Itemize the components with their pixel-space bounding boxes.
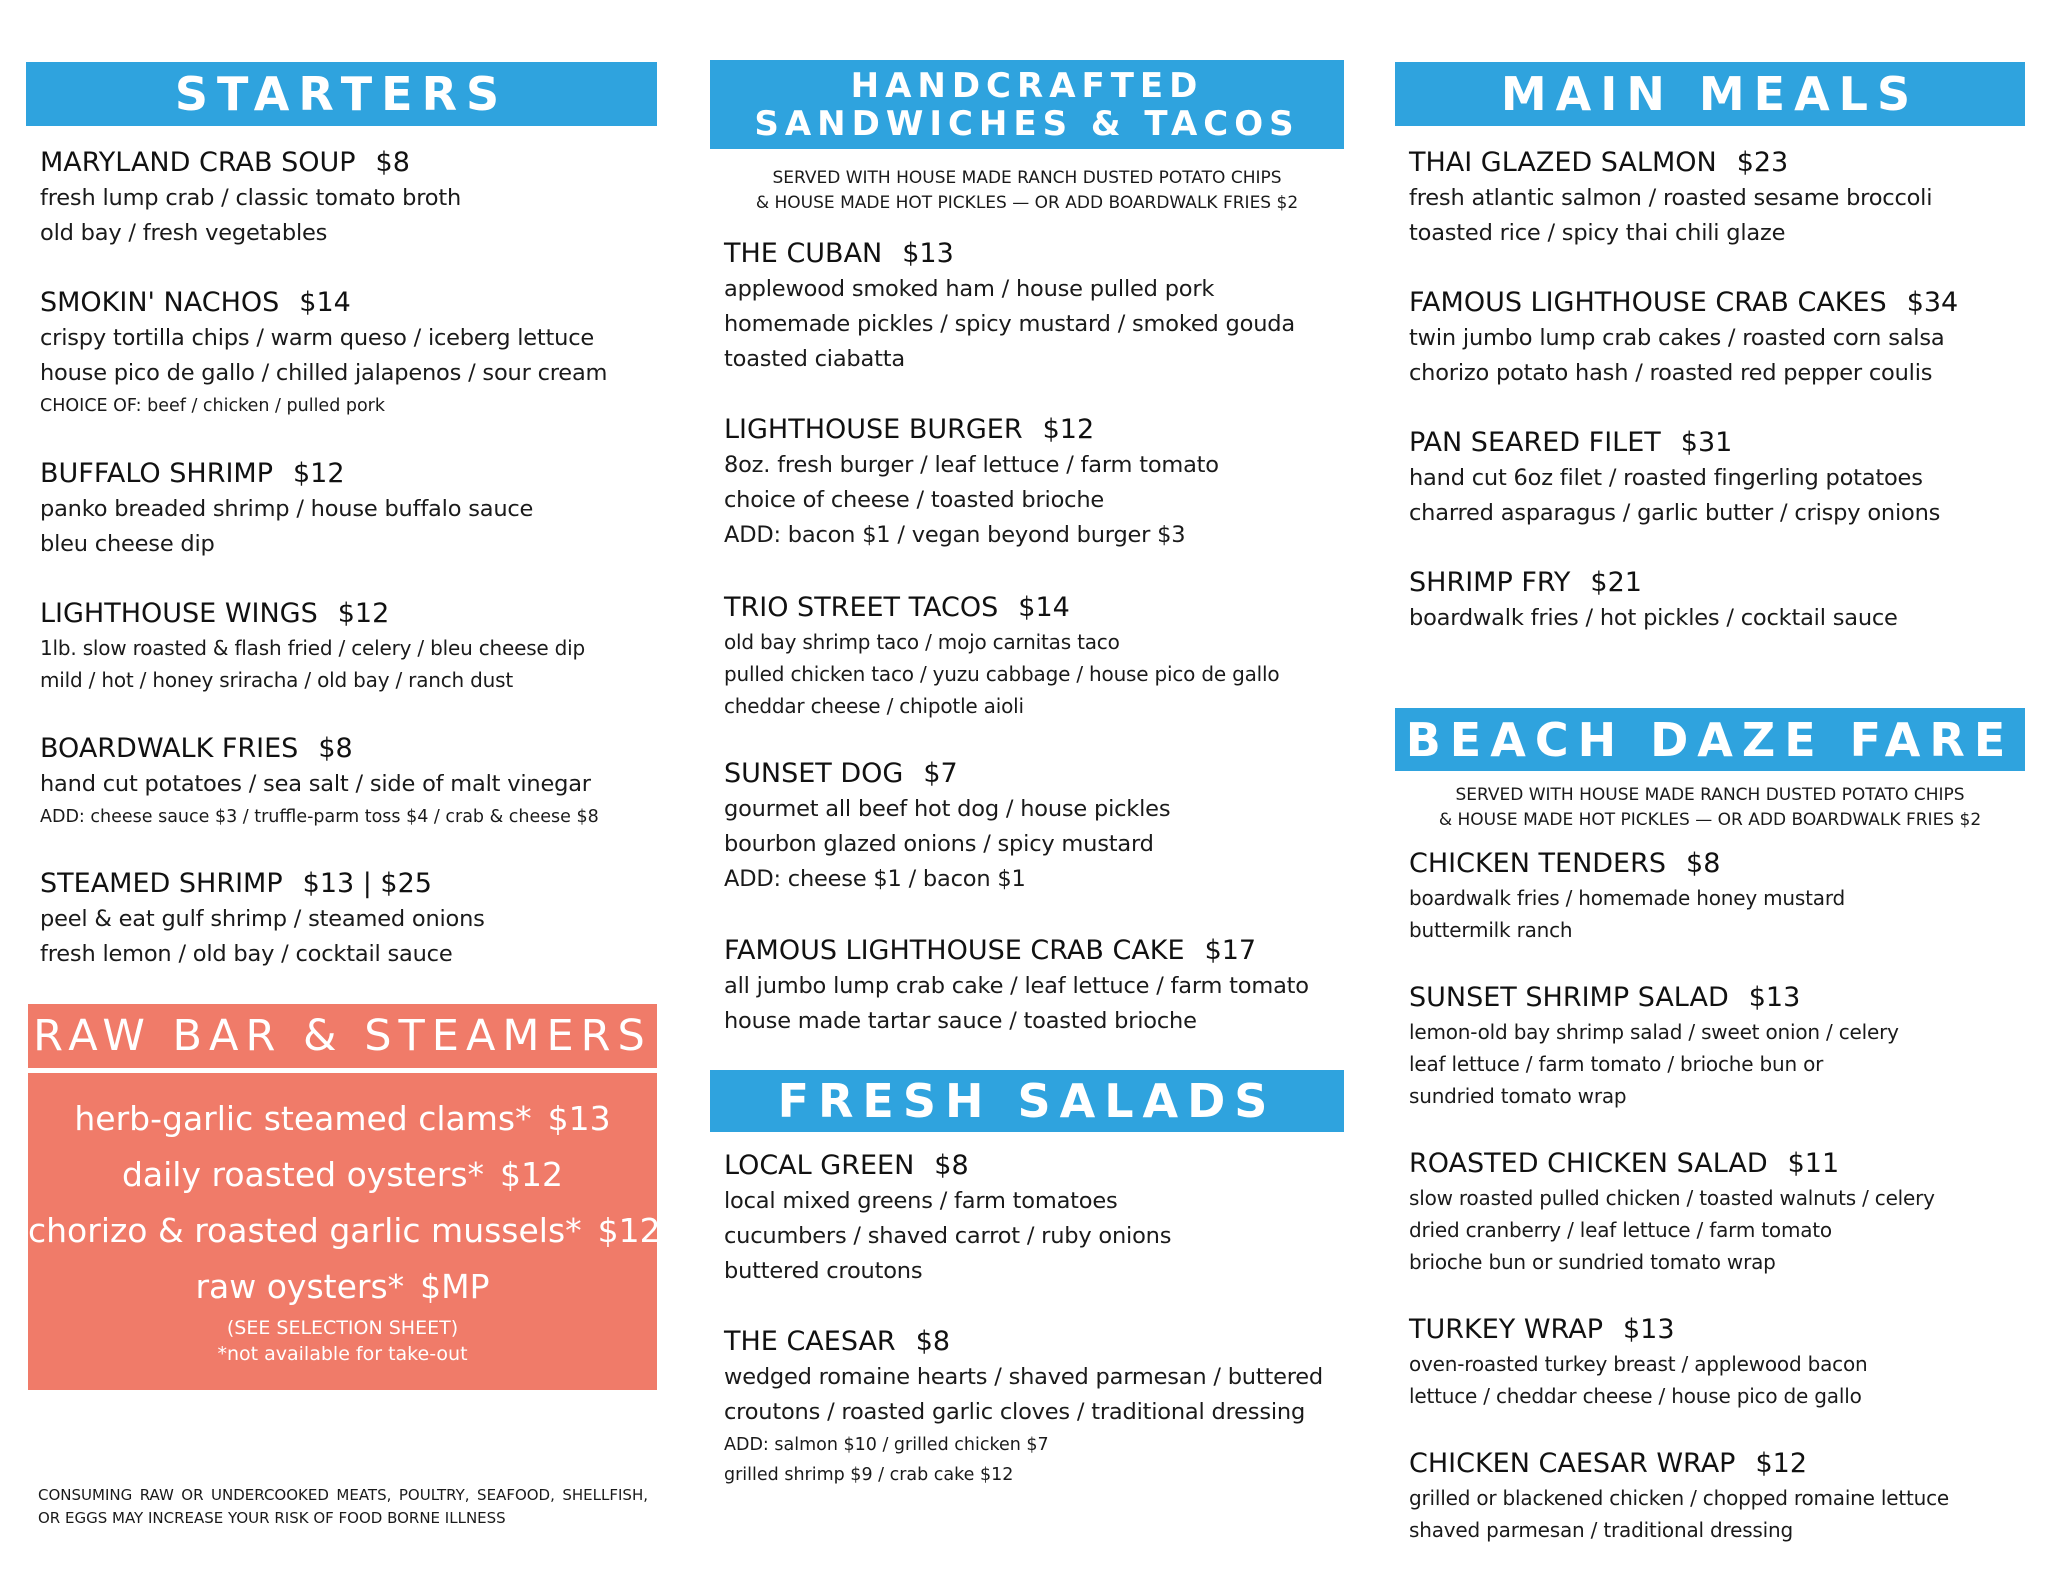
item-description: ADD: cheese $1 / bacon $1 [724, 866, 1026, 892]
item-description: bourbon glazed onions / spicy mustard [724, 831, 1154, 857]
item-name: SUNSET SHRIMP SALAD [1409, 982, 1729, 1013]
item-description: dried cranberry / leaf lettuce / farm tomato [1409, 1218, 1832, 1242]
item-name: THE CUBAN [724, 238, 883, 269]
beach-daze-note [1395, 783, 2025, 833]
item-name: THE CAESAR [724, 1326, 896, 1357]
item-name: BOARDWALK FRIES [40, 733, 299, 764]
item-price: $12 [293, 458, 345, 489]
menu-item [40, 456, 653, 562]
item-description: hand cut potatoes / sea salt / side of malt vinegar [40, 771, 591, 797]
menu-item [1409, 145, 2021, 251]
item-name: FAMOUS LIGHTHOUSE CRAB CAKES [1409, 287, 1887, 318]
item-price: $13 [547, 1099, 611, 1138]
item-description: buttermilk ranch [1409, 918, 1573, 942]
raw-bar-box [28, 1004, 661, 1390]
item-addons: ADD: salmon $10 / grilled chicken $7 [724, 1435, 1049, 1455]
item-description: old bay / fresh vegetables [40, 220, 328, 246]
raw-bar-title: RAW BAR & STEAMERS [28, 1004, 657, 1073]
item-description: applewood smoked ham / house pulled pork [724, 276, 1215, 302]
item-price: $12 [337, 598, 390, 629]
item-price: $17 [1204, 935, 1257, 966]
item-name: FAMOUS LIGHTHOUSE CRAB CAKE [724, 935, 1185, 966]
item-description: lettuce / cheddar cheese / house pico de gallo [1409, 1384, 1862, 1408]
raw-bar-item [28, 1203, 661, 1259]
item-description: gourmet all beef hot dog / house pickles [724, 796, 1171, 822]
menu-item [40, 285, 653, 421]
menu-item [724, 236, 1340, 377]
item-addons: ADD: cheese sauce $3 / truffle-parm toss $4 / crab & cheese $8 [40, 807, 599, 827]
menu-item [40, 145, 653, 251]
item-price: $34 [1906, 287, 1959, 318]
item-description: house made tartar sauce / toasted brioche [724, 1008, 1197, 1034]
menu-item [1409, 285, 2021, 391]
item-description: boardwalk fries / homemade honey mustard [1409, 886, 1845, 910]
item-name: CHICKEN CAESAR WRAP [1409, 1448, 1736, 1479]
item-description: shaved parmesan / traditional dressing [1409, 1518, 1793, 1542]
item-price: $12 [1755, 1448, 1808, 1479]
item-description: mild / hot / honey sriracha / old bay / ranch dust [40, 668, 513, 692]
item-price: $12 [500, 1155, 564, 1194]
item-price: $14 [299, 287, 351, 318]
food-safety-disclaimer: CONSUMING RAW OR UNDERCOOKED MEATS, POULTRY, SEAFOOD, SHELLFISH, OR EGGS MAY INCREASE YOUR RISK OF FOOD BORNE ILLNESS [38, 1486, 648, 1527]
item-price: $7 [923, 758, 958, 789]
item-description: oven-roasted turkey breast / applewood bacon [1409, 1352, 1868, 1376]
menu-item [1409, 1446, 2021, 1546]
item-description: 1lb. slow roasted & flash fried / celery / bleu cheese dip [40, 636, 586, 660]
menu-item [40, 866, 653, 972]
item-name: raw oysters* [195, 1267, 405, 1306]
item-name: TRIO STREET TACOS [724, 592, 999, 623]
item-description: old bay shrimp taco / mojo carnitas taco [724, 630, 1120, 654]
item-price: $23 [1736, 147, 1789, 178]
item-name: BUFFALO SHRIMP [40, 458, 273, 489]
sandwiches-header [710, 60, 1344, 149]
selection-note: (SEE SELECTION SHEET) [226, 1317, 459, 1339]
menu-item [724, 756, 1340, 897]
item-name: SMOKIN' NACHOS [40, 287, 280, 318]
item-price: $13 | $25 [302, 868, 432, 899]
item-name: STEAMED SHRIMP [40, 868, 283, 899]
item-price: $8 [934, 1150, 969, 1181]
item-price: $8 [915, 1326, 951, 1357]
menu-item [40, 596, 653, 696]
note-line: SERVED WITH HOUSE MADE RANCH DUSTED POTATO CHIPS [1455, 785, 1965, 805]
item-description: cucumbers / shaved carrot / ruby onions [724, 1223, 1172, 1249]
main-meals-title: MAIN MEALS [1500, 67, 1920, 121]
main-meals-header [1395, 62, 2025, 126]
item-name: daily roasted oysters* [121, 1155, 485, 1194]
item-description: house pico de gallo / chilled jalapenos / sour cream [40, 360, 608, 386]
item-price: $MP [420, 1267, 490, 1306]
raw-bar-item [28, 1259, 657, 1315]
item-description: hand cut 6oz filet / roasted fingerling potatoes [1409, 465, 1923, 491]
item-name: LIGHTHOUSE WINGS [40, 598, 318, 629]
item-name: SUNSET DOG [724, 758, 904, 789]
item-name: CHICKEN TENDERS [1409, 848, 1667, 879]
item-price: $12 [597, 1211, 661, 1250]
item-description: sundried tomato wrap [1409, 1084, 1627, 1108]
note-line: & HOUSE MADE HOT PICKLES — OR ADD BOARDWALK FRIES $2 [1438, 810, 1982, 830]
item-price: $8 [1686, 848, 1721, 879]
item-name: TURKEY WRAP [1409, 1314, 1603, 1345]
menu-item [1409, 980, 2021, 1112]
item-name: SHRIMP FRY [1409, 567, 1571, 598]
menu-item [724, 412, 1340, 553]
item-description: grilled or blackened chicken / chopped romaine lettuce [1409, 1486, 1950, 1510]
menu-item [1409, 1146, 2021, 1278]
item-description: lemon-old bay shrimp salad / sweet onion / celery [1409, 1020, 1899, 1044]
item-description: fresh lump crab / classic tomato broth [40, 185, 462, 211]
item-description: all jumbo lump crab cake / leaf lettuce / farm tomato [724, 973, 1309, 999]
item-description: panko breaded shrimp / house buffalo sauce [40, 496, 534, 522]
item-name: PAN SEARED FILET [1409, 427, 1661, 458]
item-price: $13 [902, 238, 954, 269]
menu-item [724, 1148, 1340, 1289]
item-description: peel & eat gulf shrimp / steamed onions [40, 906, 485, 932]
menu-item [724, 590, 1340, 722]
item-description: wedged romaine hearts / shaved parmesan / buttered [724, 1364, 1324, 1390]
menu-item [724, 1324, 1340, 1490]
item-price: $13 [1748, 982, 1801, 1013]
item-name: MARYLAND CRAB SOUP [40, 147, 356, 178]
item-name: herb-garlic steamed clams* [74, 1099, 532, 1138]
menu-item [1409, 565, 2021, 636]
item-name: LIGHTHOUSE BURGER [724, 414, 1023, 445]
item-description: toasted rice / spicy thai chili glaze [1409, 220, 1786, 246]
sandwiches-title-line2: SANDWICHES & TACOS [754, 103, 1300, 144]
item-description: choice of cheese / toasted brioche [724, 487, 1105, 513]
item-price: $14 [1018, 592, 1070, 623]
starters-title: STARTERS [174, 67, 509, 121]
menu-item [1409, 1312, 2021, 1412]
raw-bar-item [28, 1147, 657, 1203]
item-description: fresh lemon / old bay / cocktail sauce [40, 941, 453, 967]
sandwiches-title-line1: HANDCRAFTED [850, 65, 1204, 106]
menu-item [1409, 425, 2021, 531]
note-line: SERVED WITH HOUSE MADE RANCH DUSTED POTATO CHIPS [772, 168, 1282, 188]
item-description: 8oz. fresh burger / leaf lettuce / farm tomato [724, 452, 1219, 478]
item-choice: CHOICE OF: beef / chicken / pulled pork [40, 396, 386, 416]
item-description: pulled chicken taco / yuzu cabbage / house pico de gallo [724, 662, 1280, 686]
item-price: $13 [1622, 1314, 1675, 1345]
item-price: $31 [1680, 427, 1733, 458]
item-description: bleu cheese dip [40, 531, 215, 557]
item-name: LOCAL GREEN [724, 1150, 915, 1181]
item-description: brioche bun or sundried tomato wrap [1409, 1250, 1776, 1274]
item-description: crispy tortilla chips / warm queso / iceberg lettuce [40, 325, 595, 351]
takeout-note: *not available for take-out [217, 1343, 468, 1365]
raw-bar-item [28, 1091, 657, 1147]
item-name: ROASTED CHICKEN SALAD [1409, 1148, 1768, 1179]
starters-header [26, 62, 657, 126]
beach-daze-title: BEACH DAZE FARE [1405, 712, 2015, 767]
item-name: chorizo & roasted garlic mussels* [28, 1211, 582, 1250]
item-addons: grilled shrimp $9 / crab cake $12 [724, 1465, 1014, 1485]
menu-item [40, 731, 653, 832]
item-description: chorizo potato hash / roasted red pepper coulis [1409, 360, 1933, 386]
item-description: leaf lettuce / farm tomato / brioche bun or [1409, 1052, 1824, 1076]
salads-title: FRESH SALADS [777, 1074, 1277, 1128]
beach-daze-header [1395, 708, 2025, 771]
item-price: $11 [1787, 1148, 1840, 1179]
item-description: buttered croutons [724, 1258, 923, 1284]
item-name: THAI GLAZED SALMON [1409, 147, 1717, 178]
item-description: croutons / roasted garlic cloves / traditional dressing [724, 1399, 1306, 1425]
menu-item [1409, 846, 2021, 946]
item-description: local mixed greens / farm tomatoes [724, 1188, 1118, 1214]
menu-item [724, 933, 1340, 1039]
item-description: toasted ciabatta [724, 346, 905, 372]
item-description: twin jumbo lump crab cakes / roasted corn salsa [1409, 325, 1945, 351]
item-description: charred asparagus / garlic butter / crispy onions [1409, 500, 1941, 526]
item-price: $12 [1042, 414, 1095, 445]
item-description: cheddar cheese / chipotle aioli [724, 694, 1024, 718]
item-description: boardwalk fries / hot pickles / cocktail sauce [1409, 605, 1898, 631]
item-description: fresh atlantic salmon / roasted sesame broccoli [1409, 185, 1933, 211]
salads-header [710, 1070, 1344, 1132]
item-description: homemade pickles / spicy mustard / smoked gouda [724, 311, 1295, 337]
item-description: ADD: bacon $1 / vegan beyond burger $3 [724, 522, 1186, 548]
item-price: $21 [1590, 567, 1642, 598]
item-price: $8 [375, 147, 410, 178]
item-description: slow roasted pulled chicken / toasted walnuts / celery [1409, 1186, 1935, 1210]
sandwiches-note [710, 166, 1344, 216]
item-price: $8 [318, 733, 353, 764]
note-line: & HOUSE MADE HOT PICKLES — OR ADD BOARDWALK FRIES $2 [755, 193, 1299, 213]
raw-bar-list [28, 1091, 661, 1367]
